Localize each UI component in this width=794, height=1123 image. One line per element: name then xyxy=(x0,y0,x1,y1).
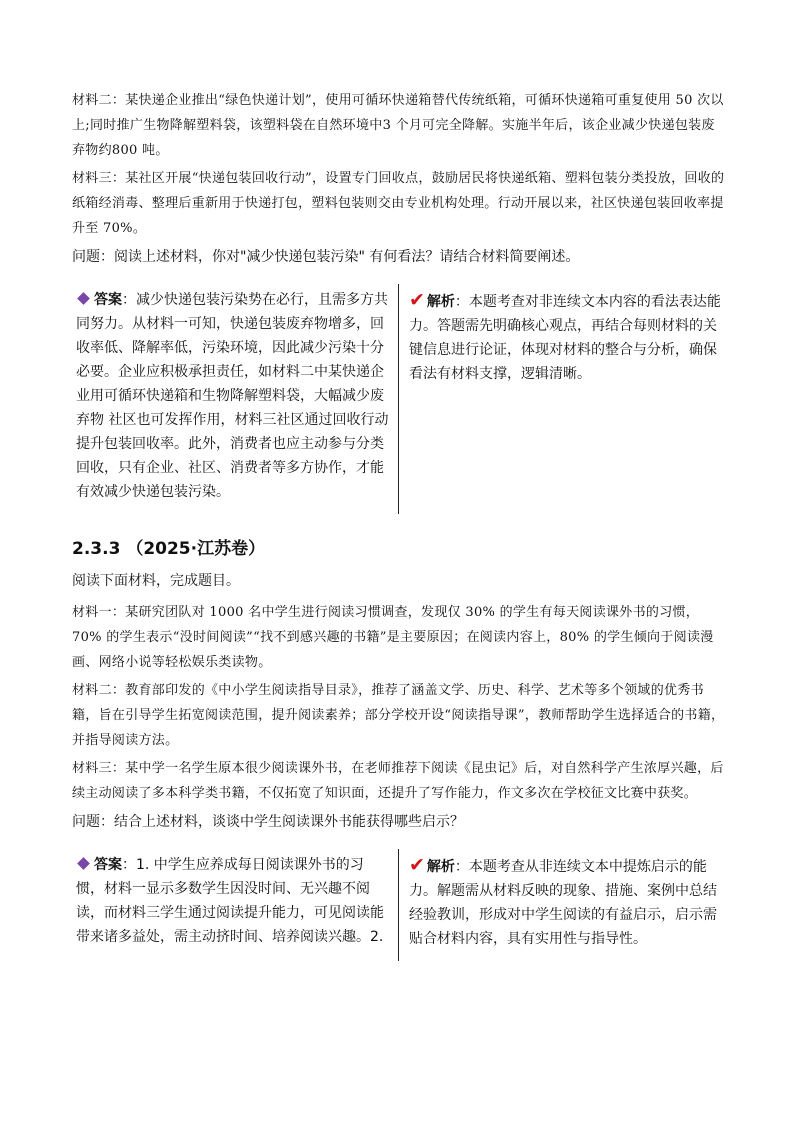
answer-analysis-table xyxy=(72,284,727,514)
question-text: 问题：结合上述材料，谈谈中学生阅读课外书能获得哪些启示？ xyxy=(72,814,464,830)
checkmark-icon: ✔ xyxy=(409,854,425,876)
checkmark-icon: ✔ xyxy=(409,289,425,311)
answer-analysis-table xyxy=(72,849,727,961)
section-heading: 2.3.3 （2025·江苏卷） xyxy=(72,539,266,559)
analysis-label: 解析 xyxy=(426,294,455,310)
material-text: 某社区开展“快递包装回收行动”，设置专门回收点，鼓励居民将快递纸箱、塑料包装分类投放，回收的纸箱经消毒、整理后重新用于快递打包，塑料包装则交由专业机构处理。行动开展以来，社区快递包装回收率提升至 70%。 xyxy=(72,171,725,236)
section-intro: 阅读下面材料，完成题目。 xyxy=(72,573,240,589)
material-text: 某快递企业推出“绿色快递计划”，使用可循环快递箱替代传统纸箱，可循环快递箱可重复使用 50 次以上;同时推广生物降解塑料袋，该塑料袋在自然环境中3 个月可完全降解。实施半年后，该企业减少快递包装废弃物约800 吨。 xyxy=(72,93,724,158)
material-label: 材料一： xyxy=(72,605,126,620)
diamond-icon xyxy=(77,857,90,870)
question-text: 问题：阅读上述材料，你对"减少快递包装污染" 有何看法？请结合材料简要阐述。 xyxy=(72,249,580,265)
material-text: 某中学一名学生原本很少阅读课外书，在老师推荐下阅读《昆虫记》后，对自然科学产生浓厚兴趣，后续主动阅读了多本科学类书籍，不仅拓宽了知识面，还提升了写作能力，作文多次在学校征文比赛中获奖。 xyxy=(72,761,724,801)
analysis-text: ：本题考查从非连续文本中提炼启示的能力。解题需从材料反映的现象、措施、案例中总结经验教训，形成对中学生阅读的有益启示，启示需贴合材料内容，具有实用性与指导性。 xyxy=(409,859,717,947)
analysis-cell xyxy=(399,849,727,961)
analysis-text: ：本题考查对非连续文本内容的看法表达能力。答题需先明确核心观点，再结合每则材料的关键信息进行论证，体现对材料的整合与分析，确保看法有材料支撑，逻辑清晰。 xyxy=(409,294,721,382)
material-label: 材料三： xyxy=(72,171,126,186)
material-paragraph xyxy=(72,600,727,675)
answer-label: 答案 xyxy=(94,292,122,308)
diamond-icon xyxy=(77,292,90,305)
material-label: 材料三： xyxy=(72,761,126,776)
material-paragraph xyxy=(72,88,727,163)
analysis-label: 解析 xyxy=(426,859,455,875)
material-paragraph xyxy=(72,678,727,753)
material-label: 材料二： xyxy=(72,683,126,698)
analysis-cell xyxy=(399,284,727,514)
answer-label: 答案 xyxy=(94,857,122,873)
material-text: 某研究团队对 1000 名中学生进行阅读习惯调查，发现仅 30% 的学生有每天阅读课外书的习惯，70% 的学生表示“没时间阅读”“找不到感兴趣的书籍”是主要原因；在阅读内容上，80% 的学生倾向于阅读漫画、网络小说等轻松娱乐类读物。 xyxy=(72,605,714,670)
answer-text: ：减少快递包装污染势在必行，且需多方共同努力。从材料一可知，快递包装废弃物增多，回收率低、降解率低，污染环境，因此减少污染十分必要。企业应积极承担责任，如材料二中某快递企业用可循环快递箱和生物降解塑料袋，大幅减少废弃物 社区也可发挥作用，材料三社区通过回收行动提升包装回收率。此外，消费者也应主动参与分类回收，只有企业、社区、消费者等多方协作，才能有效减少快递包装污染。 xyxy=(76,292,389,500)
answer-text: ：1. 中学生应养成每日阅读课外书的习惯，材料一显示多数学生因没时间、无兴趣不阅读，而材料三学生通过阅读提升能力，可见阅读能带来诸多益处，需主动挤时间、培养阅读兴趣。2. xyxy=(76,857,384,945)
material-label: 材料二： xyxy=(72,93,126,108)
answer-cell xyxy=(72,849,399,961)
document-page xyxy=(72,88,727,961)
answer-cell xyxy=(72,284,399,514)
material-text: 教育部印发的《中小学生阅读指导目录》，推荐了涵盖文学、历史、科学、艺术等多个领域的优秀书籍，旨在引导学生拓宽阅读范围，提升阅读素养；部分学校开设“阅读指导课”，教师帮助学生选择适合的书籍，并指导阅读方法。 xyxy=(72,683,725,748)
material-paragraph xyxy=(72,756,727,806)
material-paragraph xyxy=(72,166,727,241)
